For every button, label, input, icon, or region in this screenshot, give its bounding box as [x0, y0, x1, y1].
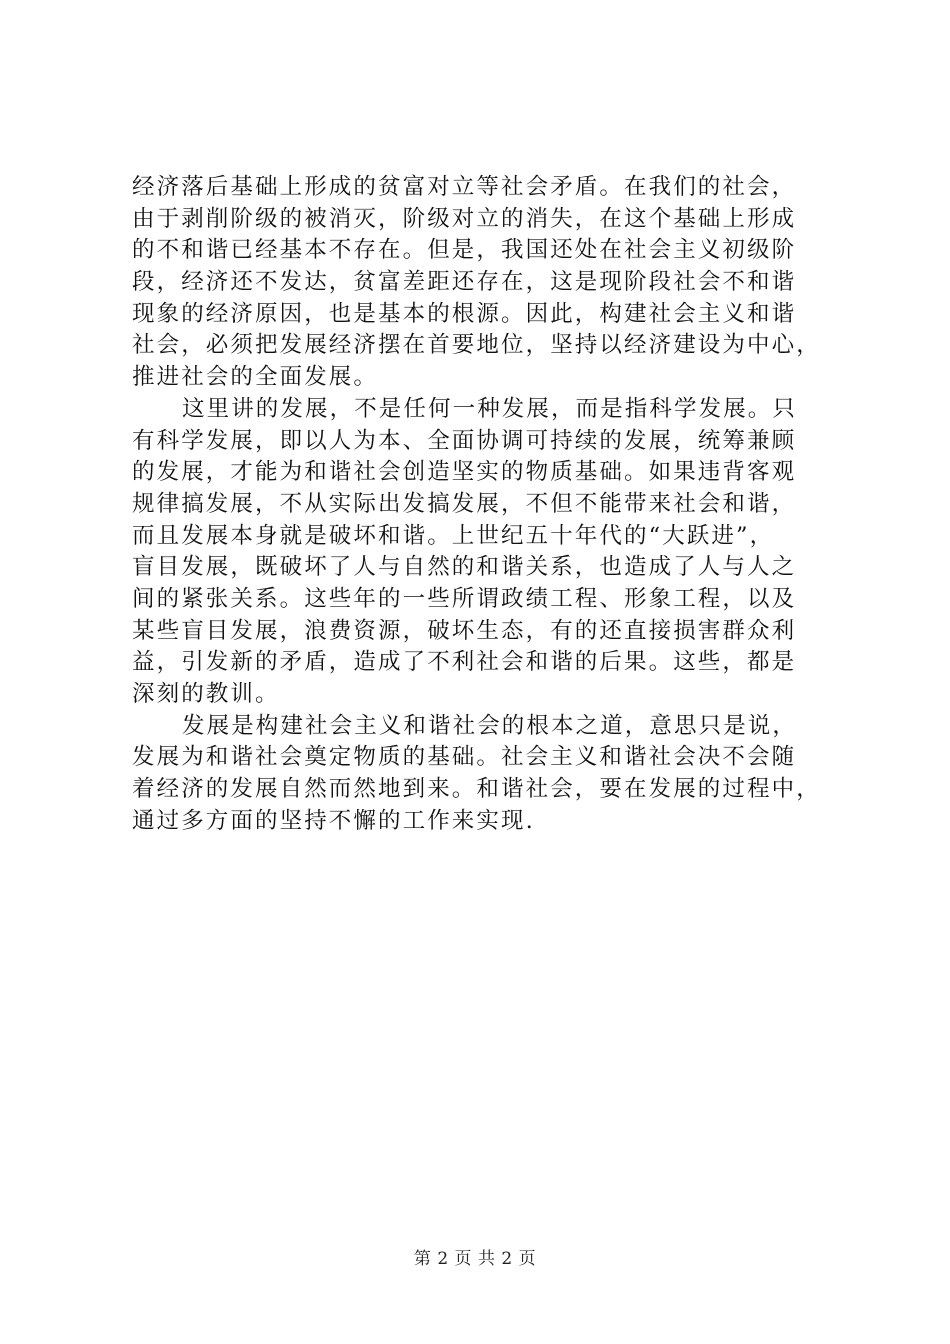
text-line: 规律搞发展，不从实际出发搞发展，不但不能带来社会和谐，: [132, 490, 797, 517]
paragraph: [132, 172, 832, 394]
text-line: 推进社会的全面发展。: [132, 364, 379, 391]
text-line: 通过多方面的坚持不懈的工作来实现.: [132, 807, 535, 834]
text-line: 间的紧张关系。这些年的一些所谓政绩工程、形象工程，以及: [132, 585, 797, 612]
text-line: 着经济的发展自然而然地到来。和谐社会，要在发展的过程中，: [132, 776, 821, 803]
text-line: 某些盲目发展，浪费资源，破坏生态，有的还直接损害群众利: [132, 617, 797, 644]
text-line: 的不和谐已经基本不存在。但是，我国还处在社会主义初级阶: [132, 237, 797, 264]
text-line: 而且发展本身就是破坏和谐。上世纪五十年代的“大跃进”，: [132, 522, 775, 549]
text-line: 社会，必须把发展经济摆在首要地位，坚持以经济建设为中心，: [132, 332, 821, 359]
text-line: 深刻的教训。: [132, 681, 280, 707]
text-line: 益，引发新的矛盾，造成了不利社会和谐的后果。这些，都是: [132, 649, 797, 676]
text-line: 有科学发展，即以人为本、全面协调可持续的发展，统筹兼顾: [132, 427, 797, 454]
text-line: 现象的经济原因，也是基本的根源。因此，构建社会主义和谐: [132, 300, 797, 327]
paragraph: [132, 711, 832, 838]
paragraph: [132, 394, 832, 711]
text-line: 发展是构建社会主义和谐社会的根本之道，意思只是说，: [182, 712, 798, 739]
page-number-footer: 第 2 页 共 2 页: [413, 1249, 537, 1269]
text-line: 的发展，才能为和谐社会创造坚实的物质基础。如果违背客观: [132, 459, 797, 486]
text-line: 盲目发展，既破坏了人与自然的和谐关系，也造成了人与人之: [132, 554, 797, 581]
text-line: 这里讲的发展，不是任何一种发展，而是指科学发展。只: [182, 395, 798, 422]
text-line: 由于剥削阶级的被消灭，阶级对立的消失，在这个基础上形成: [132, 205, 797, 232]
document-body: [132, 172, 832, 837]
text-line: 经济落后基础上形成的贫富对立等社会矛盾。在我们的社会，: [132, 174, 797, 200]
text-line: 发展为和谐社会奠定物质的基础。社会主义和谐社会决不会随: [132, 744, 797, 771]
text-line: 段，经济还不发达，贫富差距还存在，这是现阶段社会不和谐: [132, 269, 797, 296]
